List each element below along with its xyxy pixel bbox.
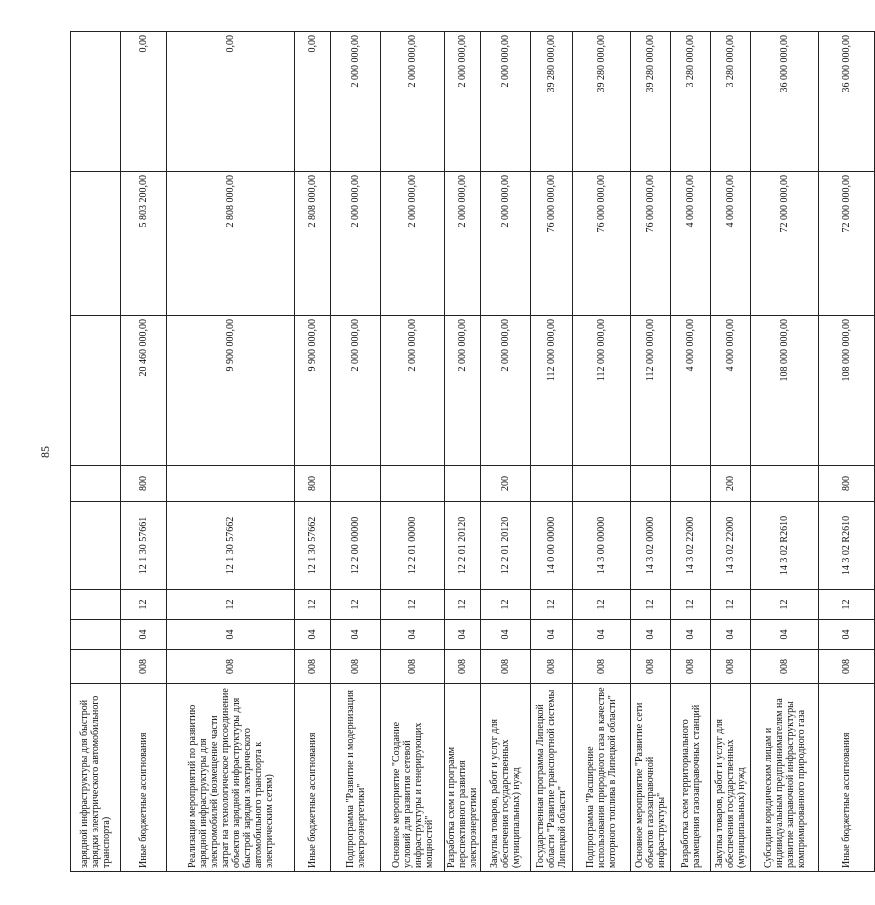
- cell-y3: 0,00: [167, 32, 295, 172]
- cell-y1: 4 000 000,00: [711, 316, 751, 466]
- cell-vr: [167, 466, 295, 502]
- cell-csr: 12 2 01 20120: [481, 502, 531, 590]
- cell-y2: 2 808 000,00: [295, 172, 331, 316]
- cell-vr: [671, 466, 711, 502]
- cell-rz: 04: [531, 620, 573, 650]
- cell-y2: 5 803 200,00: [121, 172, 167, 316]
- cell-pr: 12: [711, 590, 751, 620]
- cell-y1: 2 000 000,00: [445, 316, 481, 466]
- cell-pr: 12: [481, 590, 531, 620]
- cell-y2: 72 000 000,00: [751, 172, 819, 316]
- cell-y3: 3 280 000,00: [711, 32, 751, 172]
- table-row: [331, 32, 381, 872]
- cell-ved: 008: [481, 650, 531, 684]
- page-number: 85: [38, 446, 52, 458]
- table-row: [295, 32, 331, 872]
- table-row: [481, 32, 531, 872]
- cell-name: Закупка товаров, работ и услуг для обеспечения государственных (муниципальных) нужд: [481, 684, 531, 872]
- cell-name: Иные бюджетные ассигнования: [295, 684, 331, 872]
- cell-csr: 12 1 30 57661: [121, 502, 167, 590]
- cell-pr: [71, 590, 121, 620]
- cell-y3: 39 280 000,00: [631, 32, 671, 172]
- table-row: [167, 32, 295, 872]
- cell-ved: 008: [631, 650, 671, 684]
- cell-rz: 04: [381, 620, 445, 650]
- cell-pr: 12: [573, 590, 631, 620]
- table-row: [71, 32, 121, 872]
- cell-y3: 2 000 000,00: [331, 32, 381, 172]
- cell-pr: 12: [631, 590, 671, 620]
- cell-vr: [573, 466, 631, 502]
- cell-csr: 14 3 02 R2610: [819, 502, 875, 590]
- cell-pr: 12: [531, 590, 573, 620]
- table-row: [573, 32, 631, 872]
- cell-name: зарядной инфраструктуры для быстрой зарядки электрического автомобильного транспорта): [71, 684, 121, 872]
- cell-y2: 76 000 000,00: [531, 172, 573, 316]
- cell-y1: 4 000 000,00: [671, 316, 711, 466]
- cell-name: Разработка схем и программ перспективного развития электроэнергетики: [445, 684, 481, 872]
- cell-rz: 04: [751, 620, 819, 650]
- cell-vr: [445, 466, 481, 502]
- cell-vr: [631, 466, 671, 502]
- cell-vr: [331, 466, 381, 502]
- cell-ved: 008: [819, 650, 875, 684]
- cell-csr: 14 3 00 00000: [573, 502, 631, 590]
- cell-ved: 008: [751, 650, 819, 684]
- cell-pr: 12: [445, 590, 481, 620]
- cell-y1: 9 900 000,00: [167, 316, 295, 466]
- cell-y3: 2 000 000,00: [445, 32, 481, 172]
- cell-rz: 04: [167, 620, 295, 650]
- cell-csr: 14 3 02 22000: [671, 502, 711, 590]
- cell-rz: [71, 620, 121, 650]
- cell-csr: 14 0 00 00000: [531, 502, 573, 590]
- cell-pr: 12: [121, 590, 167, 620]
- cell-rz: 04: [711, 620, 751, 650]
- table-row: [711, 32, 751, 872]
- cell-name: Иные бюджетные ассигнования: [819, 684, 875, 872]
- cell-vr: 800: [295, 466, 331, 502]
- cell-y2: 2 000 000,00: [381, 172, 445, 316]
- cell-y1: 20 460 000,00: [121, 316, 167, 466]
- cell-pr: 12: [381, 590, 445, 620]
- cell-vr: 800: [819, 466, 875, 502]
- cell-ved: 008: [445, 650, 481, 684]
- cell-y1: 108 000 000,00: [819, 316, 875, 466]
- cell-y2: [71, 172, 121, 316]
- cell-ved: 008: [381, 650, 445, 684]
- cell-rz: 04: [295, 620, 331, 650]
- table-row: [531, 32, 573, 872]
- cell-ved: 008: [711, 650, 751, 684]
- cell-rz: 04: [573, 620, 631, 650]
- cell-y2: 4 000 000,00: [671, 172, 711, 316]
- cell-ved: 008: [167, 650, 295, 684]
- cell-csr: 12 2 00 00000: [331, 502, 381, 590]
- cell-ved: 008: [671, 650, 711, 684]
- cell-y3: [71, 32, 121, 172]
- cell-y3: 39 280 000,00: [531, 32, 573, 172]
- cell-pr: 12: [295, 590, 331, 620]
- cell-pr: 12: [819, 590, 875, 620]
- cell-y1: 9 900 000,00: [295, 316, 331, 466]
- cell-y1: 2 000 000,00: [381, 316, 445, 466]
- table-row: [631, 32, 671, 872]
- cell-csr: 12 2 01 00000: [381, 502, 445, 590]
- cell-y2: 72 000 000,00: [819, 172, 875, 316]
- cell-name: Субсидии юридическим лицам и индивидуальным предпринимателям на развитие заправочной инфраструктуры компримированного природного газа: [751, 684, 819, 872]
- cell-y3: 3 280 000,00: [671, 32, 711, 172]
- cell-vr: 200: [711, 466, 751, 502]
- budget-table-wrapper: [70, 32, 852, 872]
- cell-csr: 12 1 30 57662: [167, 502, 295, 590]
- cell-y2: 4 000 000,00: [711, 172, 751, 316]
- cell-rz: 04: [631, 620, 671, 650]
- cell-vr: 200: [481, 466, 531, 502]
- cell-ved: 008: [531, 650, 573, 684]
- table-row: [671, 32, 711, 872]
- cell-y3: 36 000 000,00: [751, 32, 819, 172]
- cell-ved: 008: [331, 650, 381, 684]
- cell-name: Иные бюджетные ассигнования: [121, 684, 167, 872]
- cell-rz: 04: [445, 620, 481, 650]
- cell-name: Подпрограмма "Расширение использования природного газа в качестве моторного топлива в Липецкой области": [573, 684, 631, 872]
- table-row: [445, 32, 481, 872]
- cell-pr: 12: [671, 590, 711, 620]
- cell-y1: 2 000 000,00: [481, 316, 531, 466]
- table-row: [751, 32, 819, 872]
- cell-y2: 2 000 000,00: [331, 172, 381, 316]
- cell-name: Основное мероприятие "Создание условий для развития сетевой инфраструктуры и генерирующих мощностей": [381, 684, 445, 872]
- cell-rz: 04: [121, 620, 167, 650]
- cell-y1: 112 000 000,00: [531, 316, 573, 466]
- cell-y2: 2 808 000,00: [167, 172, 295, 316]
- cell-y1: 112 000 000,00: [631, 316, 671, 466]
- table-row: [819, 32, 875, 872]
- cell-y2: 2 000 000,00: [445, 172, 481, 316]
- cell-csr: 12 1 30 57662: [295, 502, 331, 590]
- cell-vr: [531, 466, 573, 502]
- cell-name: Разработка схем территориального размещения газозаправочных станций: [671, 684, 711, 872]
- cell-csr: 14 3 02 00000: [631, 502, 671, 590]
- cell-ved: 008: [121, 650, 167, 684]
- cell-vr: 800: [121, 466, 167, 502]
- cell-y2: 76 000 000,00: [631, 172, 671, 316]
- cell-y3: 39 280 000,00: [573, 32, 631, 172]
- cell-name: Реализация мероприятий по развитию зарядной инфраструктуры для электромобилей (возмещение части затрат на технологическое присоединение объектов зарядной инфраструктуры для быстрой зарядки электрического автомобильного транспорта к электрическим сетям): [167, 684, 295, 872]
- table-row: [381, 32, 445, 872]
- cell-csr: [71, 502, 121, 590]
- table-row: [121, 32, 167, 872]
- cell-csr: 14 3 02 R2610: [751, 502, 819, 590]
- cell-rz: 04: [819, 620, 875, 650]
- cell-y3: 2 000 000,00: [481, 32, 531, 172]
- cell-name: Основное мероприятие "Развитие сети объектов газозаправочной инфраструктуры": [631, 684, 671, 872]
- cell-rz: 04: [481, 620, 531, 650]
- cell-name: Государственная программа Липецкой области "Развитие транспортной системы Липецкой области": [531, 684, 573, 872]
- cell-rz: 04: [331, 620, 381, 650]
- cell-y3: 0,00: [295, 32, 331, 172]
- cell-pr: 12: [331, 590, 381, 620]
- cell-ved: 008: [573, 650, 631, 684]
- cell-pr: 12: [167, 590, 295, 620]
- rotated-page-area: [70, 32, 852, 872]
- cell-vr: [751, 466, 819, 502]
- cell-y1: 108 000 000,00: [751, 316, 819, 466]
- cell-y3: 36 000 000,00: [819, 32, 875, 172]
- cell-y1: 112 000 000,00: [573, 316, 631, 466]
- cell-y1: [71, 316, 121, 466]
- cell-vr: [381, 466, 445, 502]
- cell-y2: 76 000 000,00: [573, 172, 631, 316]
- cell-y3: 0,00: [121, 32, 167, 172]
- cell-vr: [71, 466, 121, 502]
- cell-csr: 14 3 02 22000: [711, 502, 751, 590]
- cell-name: Закупка товаров, работ и услуг для обеспечения государственных (муниципальных) нужд: [711, 684, 751, 872]
- cell-name: Подпрограмма "Развитие и модернизация электроэнергетики": [331, 684, 381, 872]
- cell-ved: 008: [295, 650, 331, 684]
- budget-table: [70, 31, 875, 872]
- cell-rz: 04: [671, 620, 711, 650]
- cell-y1: 2 000 000,00: [331, 316, 381, 466]
- cell-pr: 12: [751, 590, 819, 620]
- cell-y2: 2 000 000,00: [481, 172, 531, 316]
- cell-y3: 2 000 000,00: [381, 32, 445, 172]
- cell-ved: [71, 650, 121, 684]
- cell-csr: 12 2 01 20120: [445, 502, 481, 590]
